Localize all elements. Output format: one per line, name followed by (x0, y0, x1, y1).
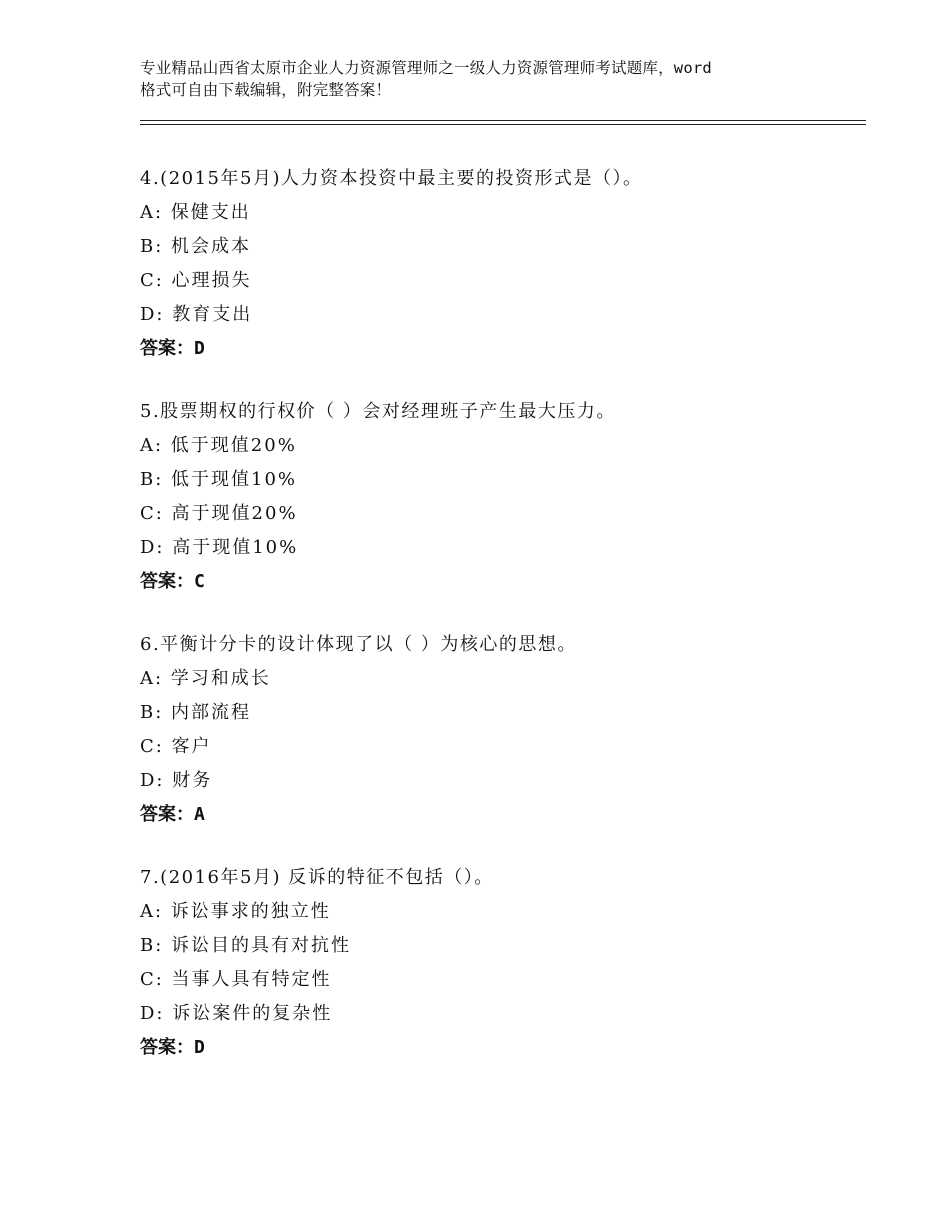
option-d: D: 财务 (140, 770, 213, 791)
option-c: C: 心理损失 (140, 270, 252, 291)
answer-label: 答案：C (140, 571, 205, 592)
question-list (140, 162, 860, 1094)
option-c: C: 客户 (140, 736, 212, 757)
option-d: D: 高于现值10% (140, 537, 299, 558)
option-d: D: 诉讼案件的复杂性 (140, 1003, 333, 1024)
question-title: 7.(2016年5月) 反诉的特征不包括（）。 (140, 867, 494, 888)
question-item (140, 861, 860, 1065)
question-title: 4.(2015年5月)人力资本投资中最主要的投资形式是（）。 (140, 168, 643, 189)
document-header (140, 57, 840, 101)
question-item (140, 628, 860, 832)
option-a: A: 低于现值20% (140, 435, 297, 456)
question-item (140, 395, 860, 599)
option-b: B: 内部流程 (140, 702, 252, 723)
option-a: A: 保健支出 (140, 202, 251, 223)
option-b: B: 机会成本 (140, 236, 252, 257)
option-c: C: 高于现值20% (140, 503, 298, 524)
question-title: 6.平衡计分卡的设计体现了以（ ）为核心的思想。 (140, 634, 577, 655)
option-b: B: 低于现值10% (140, 469, 298, 490)
option-b: B: 诉讼目的具有对抗性 (140, 935, 352, 956)
question-item (140, 162, 860, 366)
option-a: A: 诉讼事求的独立性 (140, 901, 331, 922)
option-d: D: 教育支出 (140, 304, 253, 325)
answer-label: 答案：D (140, 1037, 205, 1058)
answer-label: 答案：D (140, 338, 205, 359)
option-a: A: 学习和成长 (140, 668, 271, 689)
answer-label: 答案：A (140, 804, 205, 825)
header-line-1: 专业精品山西省太原市企业人力资源管理师之一级人力资源管理师考试题库，word (140, 59, 712, 77)
question-title: 5.股票期权的行权价（ ）会对经理班子产生最大压力。 (140, 401, 616, 422)
option-c: C: 当事人具有特定性 (140, 969, 332, 990)
header-line-2: 格式可自由下载编辑，附完整答案！ (140, 81, 392, 99)
header-divider (140, 120, 866, 125)
